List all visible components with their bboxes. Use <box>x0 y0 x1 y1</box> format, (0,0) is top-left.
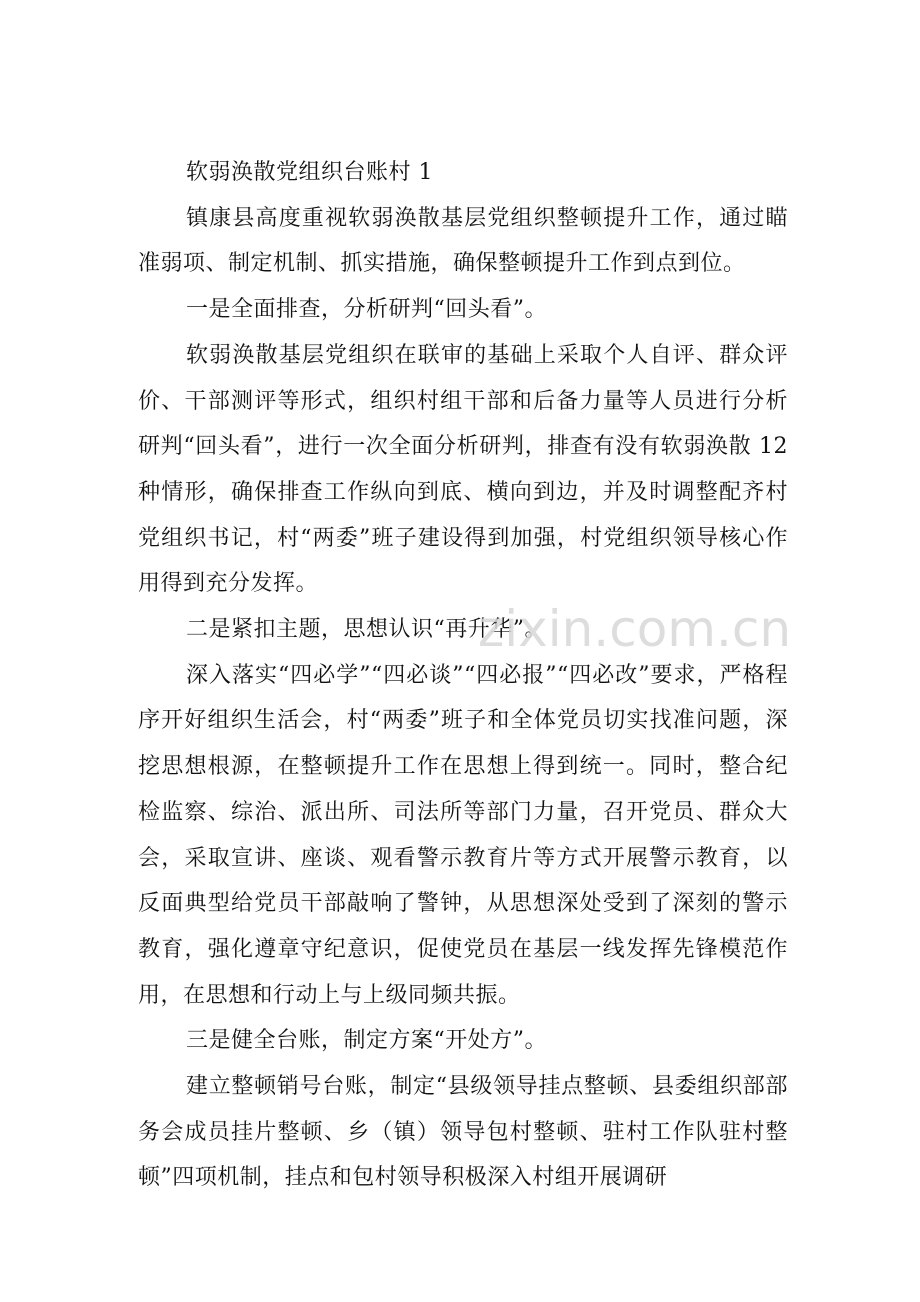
heading-two: 二是紧扣主题，思想认识“再升华”。 <box>186 617 547 643</box>
document-title: 软弱涣散党组织台账村 1 <box>186 160 433 185</box>
paragraph-two: 深入落实“四必学”“四必谈”“四必报”“四必改”要求，严格程序开好组织生活会，村“两委”班子和全体党员切实找准问题，深挖思想根源，在整顿提升工作在思想上得到统一。同时，整合纪检监察、综治、派出所、司法所等部门力量，召开党员、群众大会，采取宣讲、座谈、观看警示教育片等方式开展警示教育，以反面典型给党员干部敲响了警钟，从思想深处受到了深刻的警示教育，强化遵章守纪意识，促使党员在基层一线发挥先锋模范作用，在思想和行动上与上级同频共振。 <box>138 662 788 1008</box>
heading-one: 一是全面排查，分析研判“回头看”。 <box>186 297 547 323</box>
paragraph-one: 软弱涣散基层党组织在联审的基础上采取个人自评、群众评价、干部测评等形式，组织村组干部和后备力量等人员进行分析研判“回头看”，进行一次全面分析研判，排查有没有软弱涣散 12 种情形，确保排查工作纵向到底、横向到边，并及时调整配齐村党组织书记，村“两委”班子建设得到加强，村党组织领导核心作用得到充分发挥。 <box>138 342 788 597</box>
watermark: zixin.com.cn <box>478 600 792 658</box>
paragraph-three: 建立整顿销号台账，制定“县级领导挂点整顿、县委组织部部务会成员挂片整顿、乡（镇）领导包村整顿、驻村工作队驻村整顿”四项机制，挂点和包村领导积极深入村组开展调研 <box>138 1074 788 1191</box>
heading-three: 三是健全台账，制定方案“开处方”。 <box>186 1028 547 1054</box>
document-body <box>138 150 788 1201</box>
paragraph-intro: 镇康县高度重视软弱涣散基层党组织整顿提升工作，通过瞄准弱项、制定机制、抓实措施，确保整顿提升工作到点到位。 <box>138 205 788 277</box>
